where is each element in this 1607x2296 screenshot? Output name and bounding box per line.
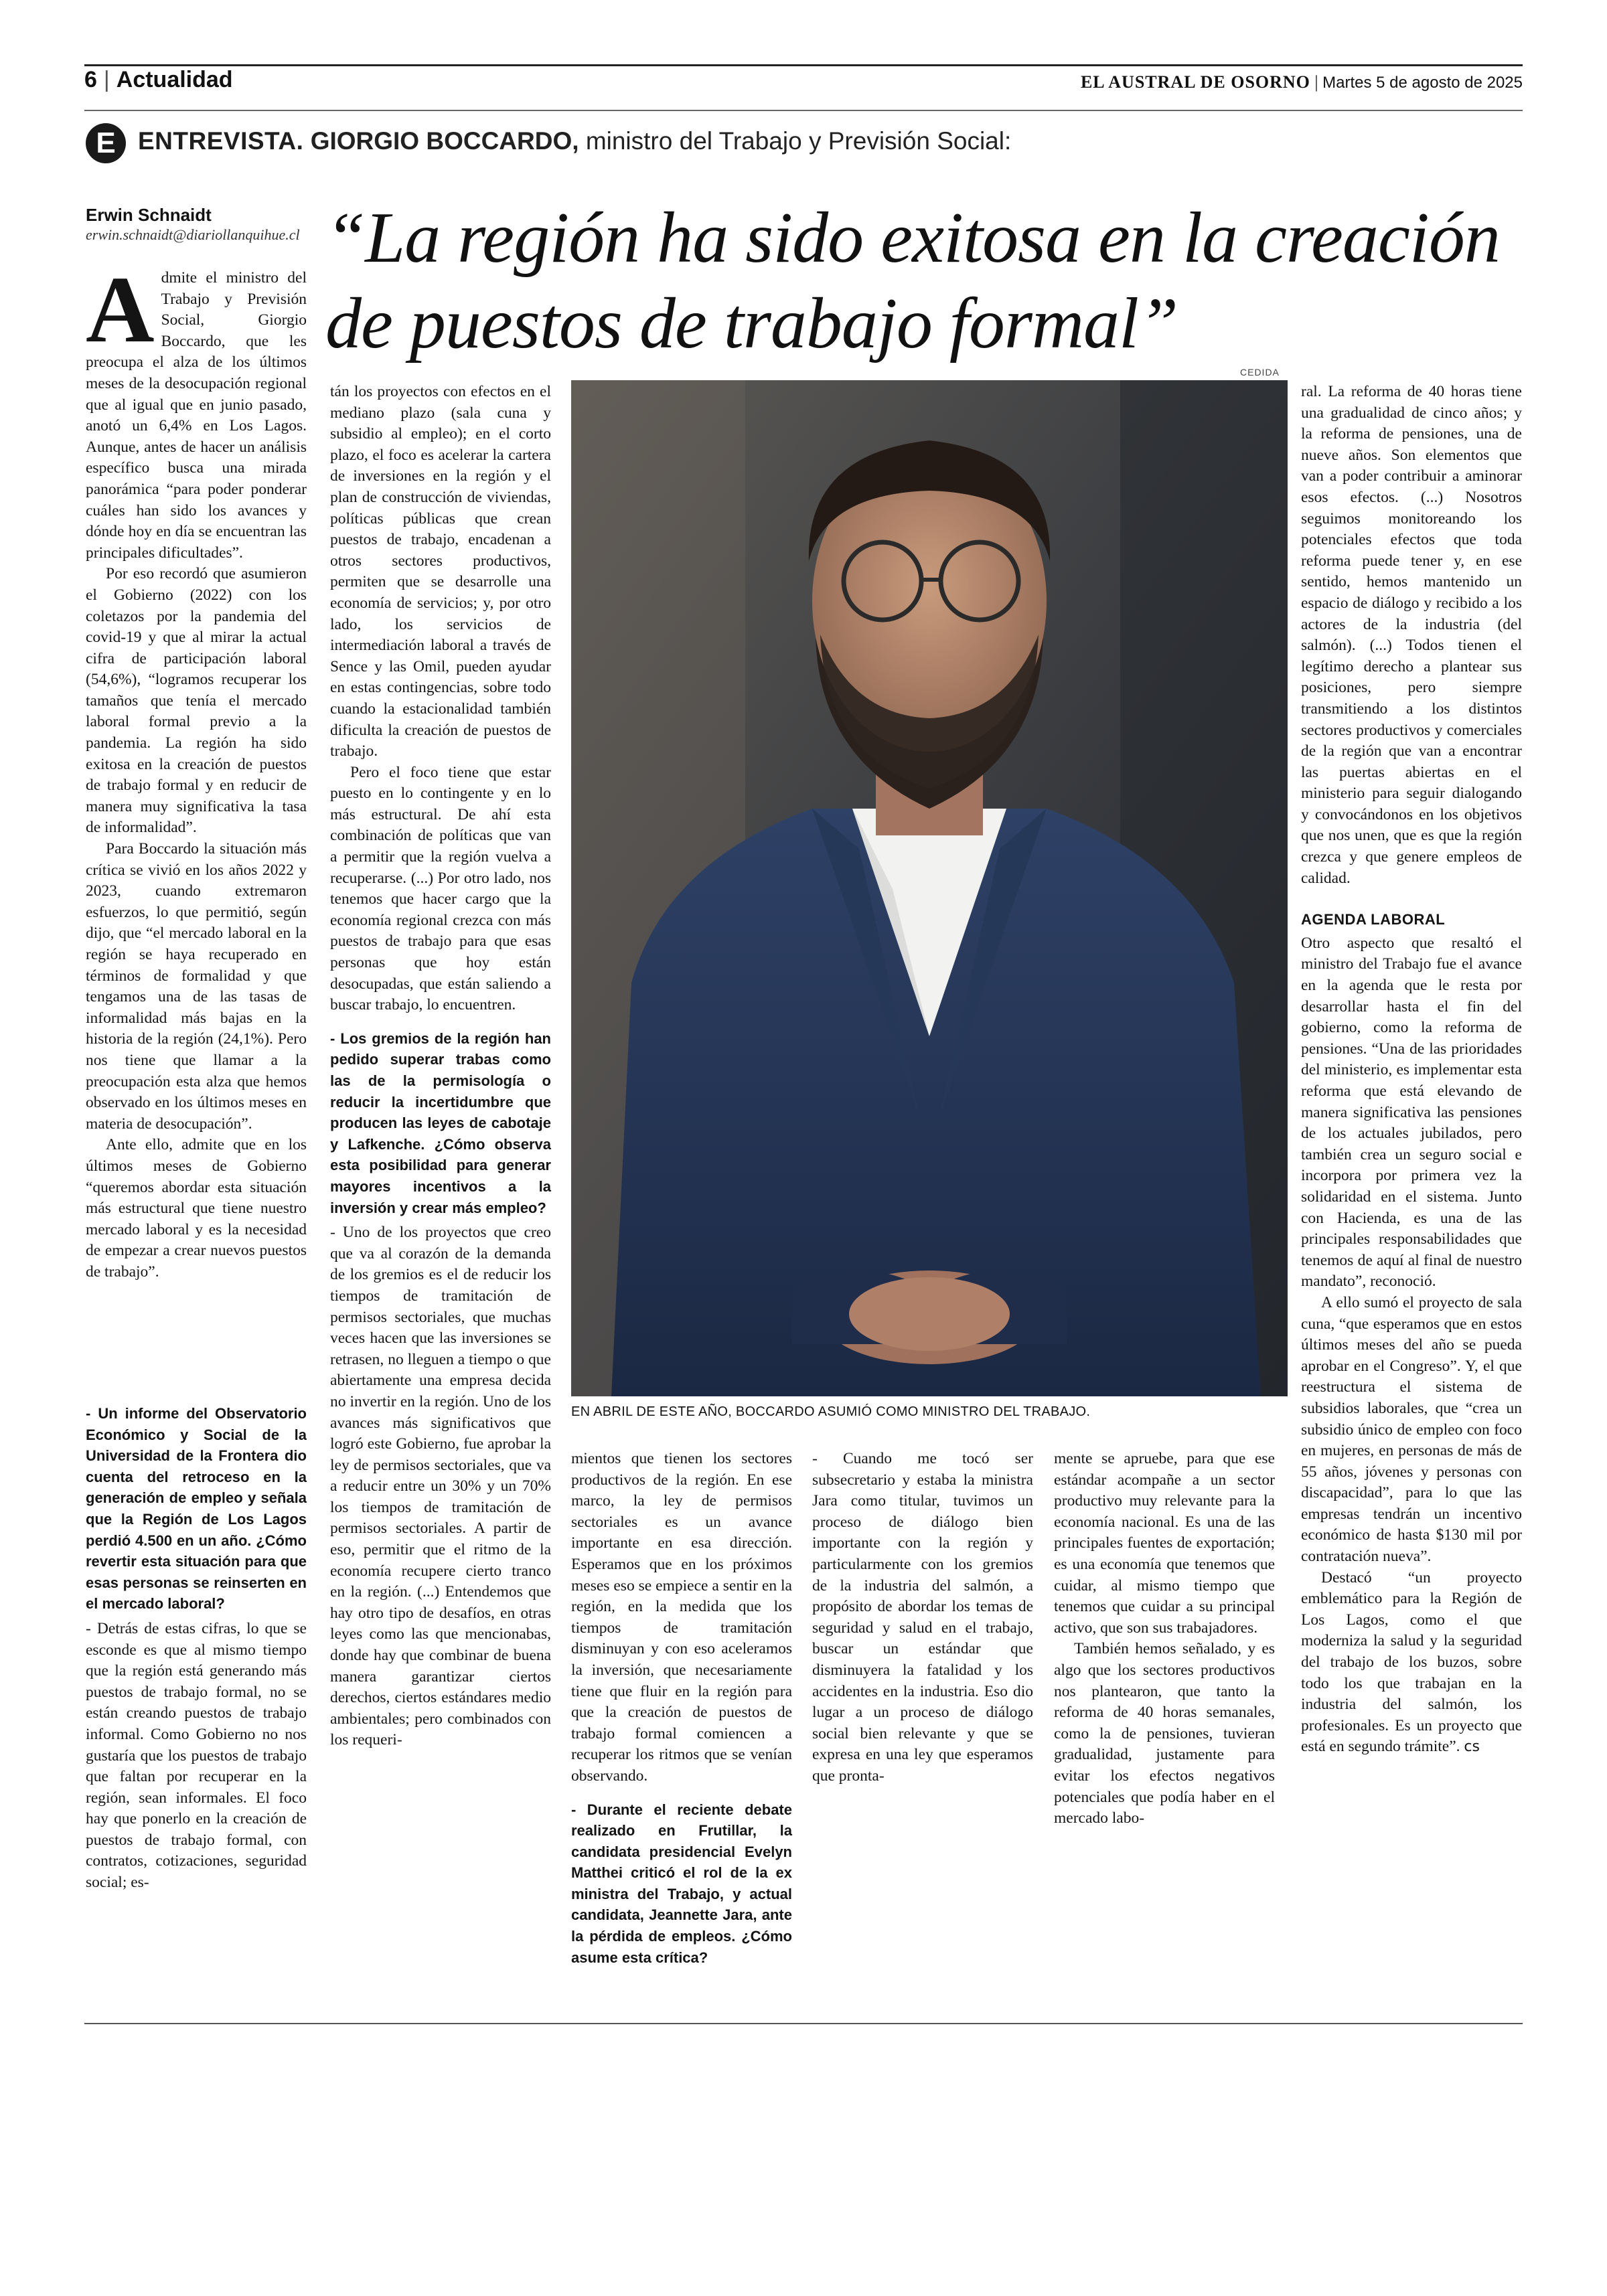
interview-answer: - Uno de los proyectos que creo que va al corazón de la demanda de los gremios es el de reducir los tiempos de tramitación de permisos sectoriales, que muchas veces hacen que las inversiones se retrasen, no lleguen a tiempo o que abiertamente una empresa decida no invertir en la región. Uno de los avances más significativos que logró este Gobierno, fue aprobar la ley de permisos sectoriales, que va a reducir entre un 30% y un 70% los tiempos de tramitación de permisos sectoriales. A partir de eso, permitir que el ritmo de la economía recupere cierto tranco en la región. (...) Entendemos que hay otro tipo de desafíos, en otras leyes como las que mencionabas, donde hay que combinar de buena manera garantizar ciertos derechos, ciertos estándares medio ambientales; pero combinados con los requeri- <box>330 1224 551 1749</box>
body-paragraph: Otro aspecto que resaltó el ministro del Trabajo fue el avance en la agenda que le resta por desarrollar hasta el fin del gobierno, como la reforma de pensiones. “Una de las prioridades del ministerio, es implementar esta reforma que está elevando de manera significativa las pensiones de los actuales jubilados, pero también crea un seguro social e incorpora por primera vez la solidaridad en el sistema. Junto con Hacienda, es una de las principales responsabilidades que tenemos de aquí al final de nuestro mandato”, reconoció. <box>1301 934 1522 1291</box>
lead-paragraph <box>86 256 307 564</box>
photo-caption: EN ABRIL DE ESTE AÑO, BOCCARDO ASUMIÓ COMO MINISTRO DEL TRABAJO. <box>571 1404 1091 1419</box>
interview-question: - Durante el reciente debate realizado en Frutillar, la candidata presidencial Evelyn Matthei criticó el rol de la ex ministra del Trabajo, y actual candidata, Jeannette Jara, ante la pérdida de empleos. ¿Cómo asume esta crítica? <box>571 1801 792 1966</box>
newspaper-dateline <box>1081 72 1523 92</box>
article-column-4 <box>812 1449 1033 1787</box>
body-paragraph: tán los proyectos con efectos en el mediano plazo (sala cuna y subsidio al empleo); en el corto plazo, el foco es acelerar la cartera de inversiones en la región y el plan de construcción de viviendas, políticas públicas que crean puestos de trabajo, encadenan a otros sectores productivos, permiten que se desarrolle una economía de servicios; y, por otro lado, los servicios de intermediación laboral a través de Sence y las Omil, pueden ayudar en estas contingencias, sobre todo cuando la estacionalidad también dificulta la creación de puestos de trabajo. <box>330 383 551 760</box>
body-paragraph: Pero el foco tiene que estar puesto en lo contingente y en lo más estructural. De ahí esta combinación de políticas que van a permitir que la región vuelva a recuperarse. (...) Por otro lado, nos tenemos que hacer cargo que la economía regional crezca con más puestos de trabajo para que esas personas que hoy están desocupadas, que están saliendo a buscar trabajo, lo encuentren. <box>330 763 551 1014</box>
article-column-2 <box>330 382 551 1751</box>
dateline-divider: | <box>1314 72 1323 92</box>
header-divider: | <box>103 67 110 92</box>
drop-cap: A <box>86 256 155 362</box>
article-column-3 <box>571 1449 792 1972</box>
body-paragraph <box>1301 1568 1522 1758</box>
header-rule <box>84 110 1523 111</box>
closing-text: Destacó “un proyecto emblemático para la Región de Los Lagos, como el que moderniza la salud y la seguridad del trabajo de los buzos, sobre todo los que trabajan en la industria del salmón, los profesionales. Es un proyecto que está en segundo trámite”. <box>1301 1568 1522 1756</box>
kicker-label: ENTREVISTA. <box>138 127 304 155</box>
kicker-role: ministro del Trabajo y Previsión Social: <box>585 127 1012 155</box>
article-column-1 <box>86 256 307 1283</box>
body-paragraph: ral. La reforma de 40 horas tiene una gradualidad de cinco años; y la reforma de pensiones, una de nueve años. Son elementos que van a poder contribuir a aminorar esos efectos. (...) Nosotros seguimos monitoreando los potenciales efectos que toda reforma puede tener y, en ese sentido, hemos mantenido un espacio de diálogo y recibido a los actores de la industria (del salmón). (...) Todos tienen el legítimo derecho a plantear sus posiciones, pero siempre transmitiendo a los distintos sectores productivos y comerciales de la región que van a encontrar las puertas abiertas en el ministerio para seguir dialogando y convocándonos en los objetivos que nos unen, que es que la región crezca y que genere empleos de calidad. <box>1301 383 1522 887</box>
body-paragraph: Ante ello, admite que en los últimos meses de Gobierno “queremos abordar esta situación más estructural que tiene nuestro mercado laboral y es la necesidad de empezar a crear nuevos puestos de trabajo”. <box>86 1136 307 1281</box>
article-column-1-lower <box>86 1391 307 1894</box>
lead-text: dmite el ministro del Trabajo y Previsión Social, Giorgio Boccardo, que les preocupa el alza de los últimos meses de la desocupación regional que al igual que en junio pasado, anotó un 6,4% en Los Lagos. Aunque, antes de hacer un análisis específico busca una mirada panorámica “para poder ponderar cuáles han sido los avances y dónde hoy en día se encuentran las principales dificultades”. <box>86 269 307 562</box>
body-paragraph: Por eso recordó que asumieron el Gobierno (2022) con los coletazos por la pandemia del covid-19 y que al mirar la actual cifra de participación laboral (54,6%), “logramos recuperar los tamaños que tenía el mercado laboral formal previo a la pandemia. La región ha sido exitosa en la creación de puestos de trabajo formal y en reducir de manera muy significativa la tasa de informalidad”. <box>86 565 307 837</box>
body-paragraph: mientos que tienen los sectores productivos de la región. En ese marco, la ley de permisos sectoriales es un avance importante en esa dirección. Esperamos que en los próximos meses eso se empiece a sentir en la región, en la medida que los tiempos de tramitación disminuyan y con eso aceleramos la inversión, que necesariamente tiene que fluir en la región para que la creación de puestos de trabajo formal comiencen a recuperar los ritmos que se venían observando. <box>571 1450 792 1785</box>
section-header <box>84 67 233 93</box>
interview-answer: - Cuando me tocó ser subsecretario y estaba la ministra Jara como titular, tuvimos un proceso de diálogo bien importante con la región y particularmente con los gremios de la industria del salmón, a propósito de abordar los temas de seguridad y salud en el trabajo, buscar un estándar que disminuyera la fatalidad y los accidentes en la industria. Eso dio lugar a un proceso de diálogo social bien relevante y que se expresa en una ley que esperamos que pronta- <box>812 1450 1033 1785</box>
body-paragraph: También hemos señalado, y es algo que los sectores productivos nos plantearon, que tanto la reforma de 40 horas semanales, como la de pensiones, tuvieran gradualidad, justamente para evitar los efectos negativos potenciales que podía haber en el mercado labo- <box>1054 1640 1275 1827</box>
publication-date: Martes 5 de agosto de 2025 <box>1322 74 1523 92</box>
interview-answer: - Detrás de estas cifras, lo que se esconde es que al mismo tiempo que la región está generando más puestos de trabajo formal, no se están creando puestos de trabajo informal. Como Gobierno no nos gustaría que los puestos de trabajo que faltan por recuperar en la región, sean informales. El foco hay que ponerlo en la creación de puestos de trabajo formal, con contratos, cotizaciones, seguridad social; es- <box>86 1619 307 1892</box>
end-mark-icon: cs <box>1464 1738 1480 1756</box>
portrait-illustration <box>571 380 1288 1396</box>
interview-question: - Un informe del Observatorio Económico y Social de la Universidad de la Frontera dio cuenta del retroceso en la generación de empleo y señala que la Región de Los Lagos perdió 4.500 en un año. ¿Cómo revertir esta situación para que esas personas se reinserten en el mercado laboral? <box>86 1405 307 1613</box>
body-paragraph: Para Boccardo la situación más crítica se vivió en los años 2022 y 2023, cuando extremaron esfuerzos, lo que permitió, según dijo, que “el mercado laboral en la región se haya recuperado en términos de formalidad y que tengamos una de las tasas de informalidad más bajas en la historia de la región (24,1%). Pero nos tiene que llamar a la preocupación esta alza que hemos observado en los últimos meses en materia de desocupación”. <box>86 840 307 1133</box>
author-name: Erwin Schnaidt <box>86 205 212 225</box>
portrait-photo <box>571 380 1288 1396</box>
bottom-rule <box>84 2023 1523 2024</box>
newspaper-name: EL AUSTRAL DE OSORNO <box>1080 72 1310 92</box>
section-name: Actualidad <box>116 67 233 92</box>
article-column-6 <box>1301 382 1522 1758</box>
kicker-name: GIORGIO BOCCARDO, <box>310 127 579 155</box>
interview-badge-icon: E <box>86 123 126 163</box>
interview-question: - Los gremios de la región han pedido superar trabas como las de la permisología o reducir la incertidumbre que producen las leyes de cabotaje y Lafkenche. ¿Cómo observa esta posibilidad para generar mayores incentivos a la inversión y crear más empleo? <box>330 1030 551 1216</box>
article-column-5 <box>1054 1449 1275 1829</box>
kicker <box>138 127 1011 155</box>
headline: “La región ha sido exitosa en la creación de puestos de trabajo formal” <box>325 198 1500 363</box>
body-paragraph: A ello sumó el proyecto de sala cuna, “que esperamos que en estos últimos meses del año se pueda aprobar en el Congreso”. Y, el que reestructura el sistema de subsidios laborales, que “crea un subsidio único de empleo con foco en mujeres, en personas de más de 55 años, jóvenes y personas con discapacidad”, para lo que las empresas tendrán un incentivo económico de hasta $130 mil por contratación nueva”. <box>1301 1293 1522 1566</box>
author-email: erwin.schnaidt@diariollanquihue.cl <box>86 226 300 243</box>
photo-credit: CEDIDA <box>1240 367 1280 378</box>
body-paragraph: mente se apruebe, para que ese estándar acompañe a un sector productivo muy relevante para la economía nacional. Es una de las principales fuentes de exportación; es una economía que tenemos que cuidar, al mismo tiempo que tenemos que cuidar a su principal activo, que son sus trabajadores. <box>1054 1450 1275 1637</box>
top-rule <box>84 64 1523 66</box>
subheading: AGENDA LABORAL <box>1301 911 1446 928</box>
page-number: 6 <box>84 67 97 92</box>
